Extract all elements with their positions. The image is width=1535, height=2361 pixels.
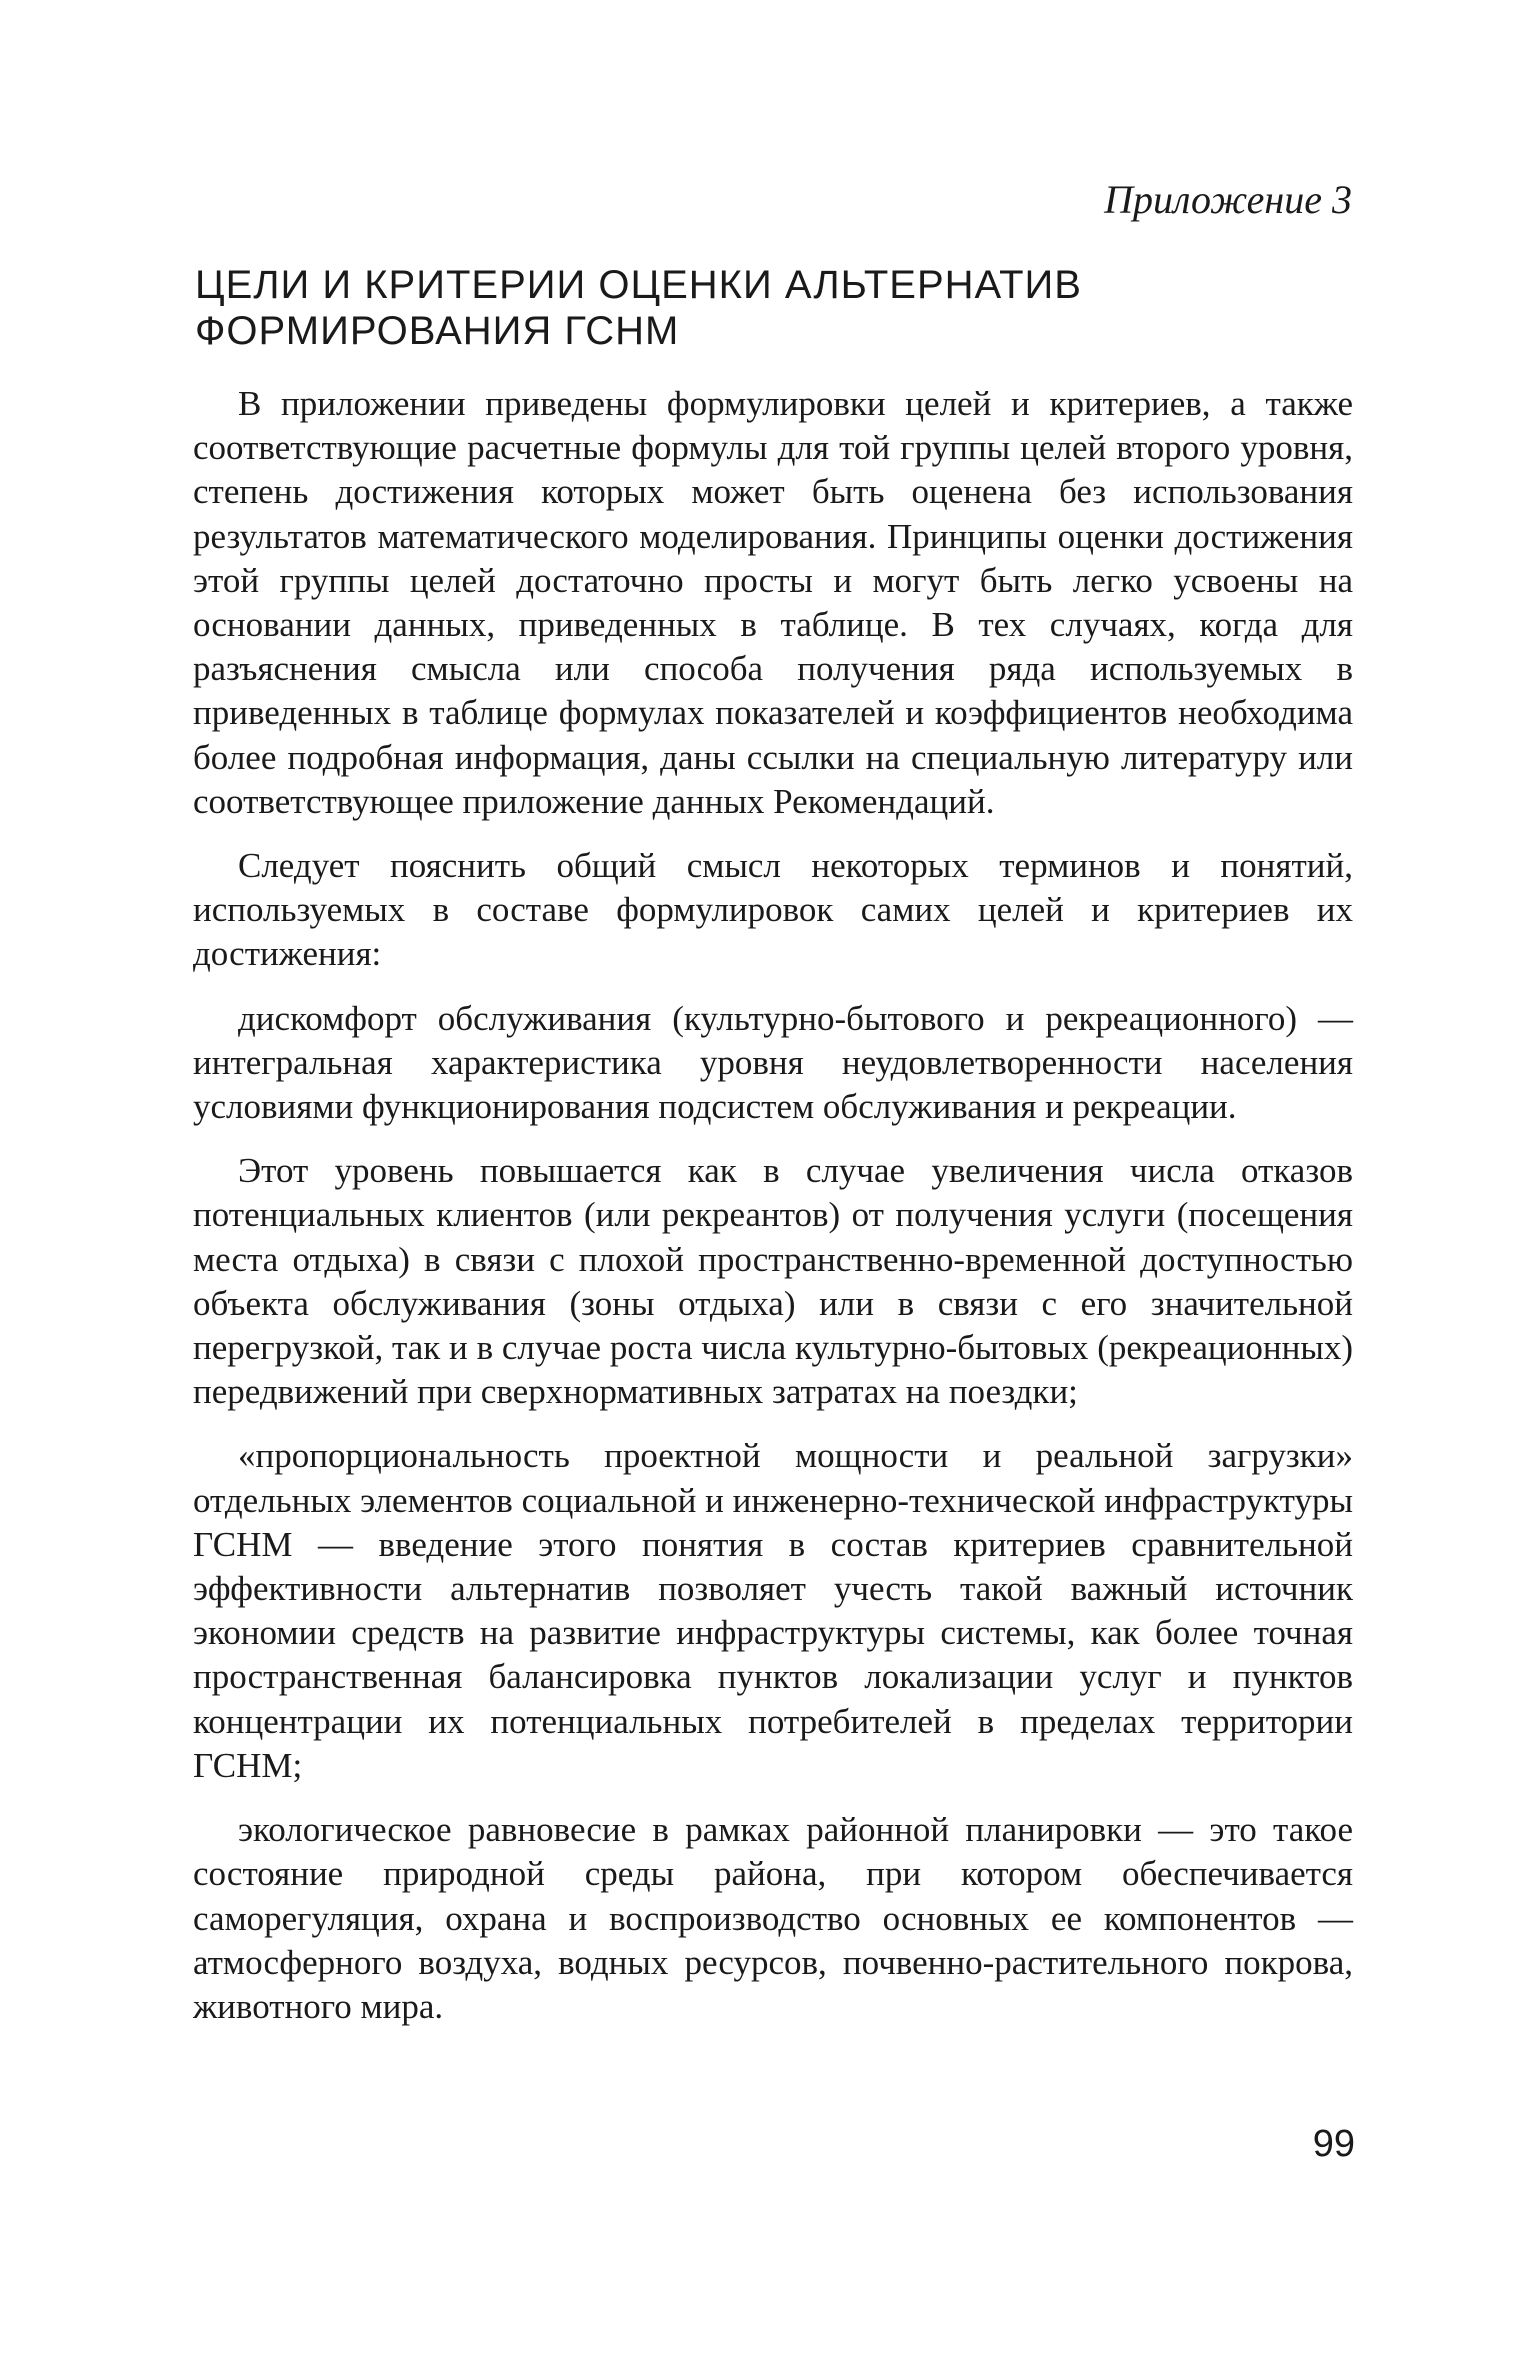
appendix-label: Приложение 3 — [1104, 177, 1352, 222]
paragraph-discomfort-definition: дискомфорт обслуживания (культурно-бытового и рекреационного) — интегральная характеристика уровня неудовлетворенности населения условиями функционирования подсистем обслуживания и рекреации. — [193, 998, 1353, 1127]
page-number: 99 — [1312, 2123, 1355, 2165]
page-title — [195, 262, 1375, 354]
paragraph-ecological-balance: экологическое равновесие в рамках районной планировки — это такое состояние природной среды района, при котором обеспечивается саморегуляция, охрана и воспроизводство основных ее компонентов — атмосферного воздуха, водных ресурсов, почвенно-растительного покрова, животного мира. — [193, 1810, 1353, 2026]
title-line-1: ЦЕЛИ И КРИТЕРИИ ОЦЕНКИ АЛЬТЕРНАТИВ — [195, 263, 1082, 307]
paragraph-proportionality: «пропорциональность проектной мощности и реальной загрузки» отдельных элементов социальной и инженерно-технической инфраструктуры ГСНМ — введение этого понятия в состав критериев сравнительной эффективности альтернатив позволяет учесть такой важный источник экономии средств на развитие инфраструктуры системы, как более точная пространственная балансировка пунктов локализации услуг и пунктов концентрации их потенциальных потребителей в пределах территории ГСНМ; — [193, 1436, 1353, 1785]
body-text — [193, 382, 1353, 2029]
paragraph-discomfort-level: Этот уровень повышается как в случае увеличения числа отказов потенциальных клиентов (или рекреантов) от получения услуги (посещения места отдыха) в связи с плохой пространственно-временной доступностью объекта обслуживания (зоны отдыха) или в связи с его значительной перегрузкой, так и в случае роста числа культурно-бытовых (рекреационных) передвижений при сверхнормативных затратах на поездки; — [193, 1151, 1353, 1412]
paragraph-intro: В приложении приведены формулировки целей и критериев, а также соответствующие расчетные формулы для той группы целей второго уровня, степень достижения которых может быть оценена без использования результатов математического моделирования. Принципы оценки достижения этой группы целей достаточно просты и могут быть легко усвоены на основании данных, приведенных в таблице. В тех случаях, когда для разъяснения смысла или способа получения ряда используемых в приведенных в таблице формулах показателей и коэффициентов необходима более подробная информация, даны ссылки на специальную литературу или соответствующее приложение данных Рекомендаций. — [193, 384, 1353, 821]
title-line-2: ФОРМИРОВАНИЯ ГСНМ — [195, 309, 680, 353]
paragraph-terms-intro: Следует пояснить общий смысл некоторых терминов и понятий, используемых в составе формулировок самих целей и критериев их достижения: — [193, 846, 1353, 974]
